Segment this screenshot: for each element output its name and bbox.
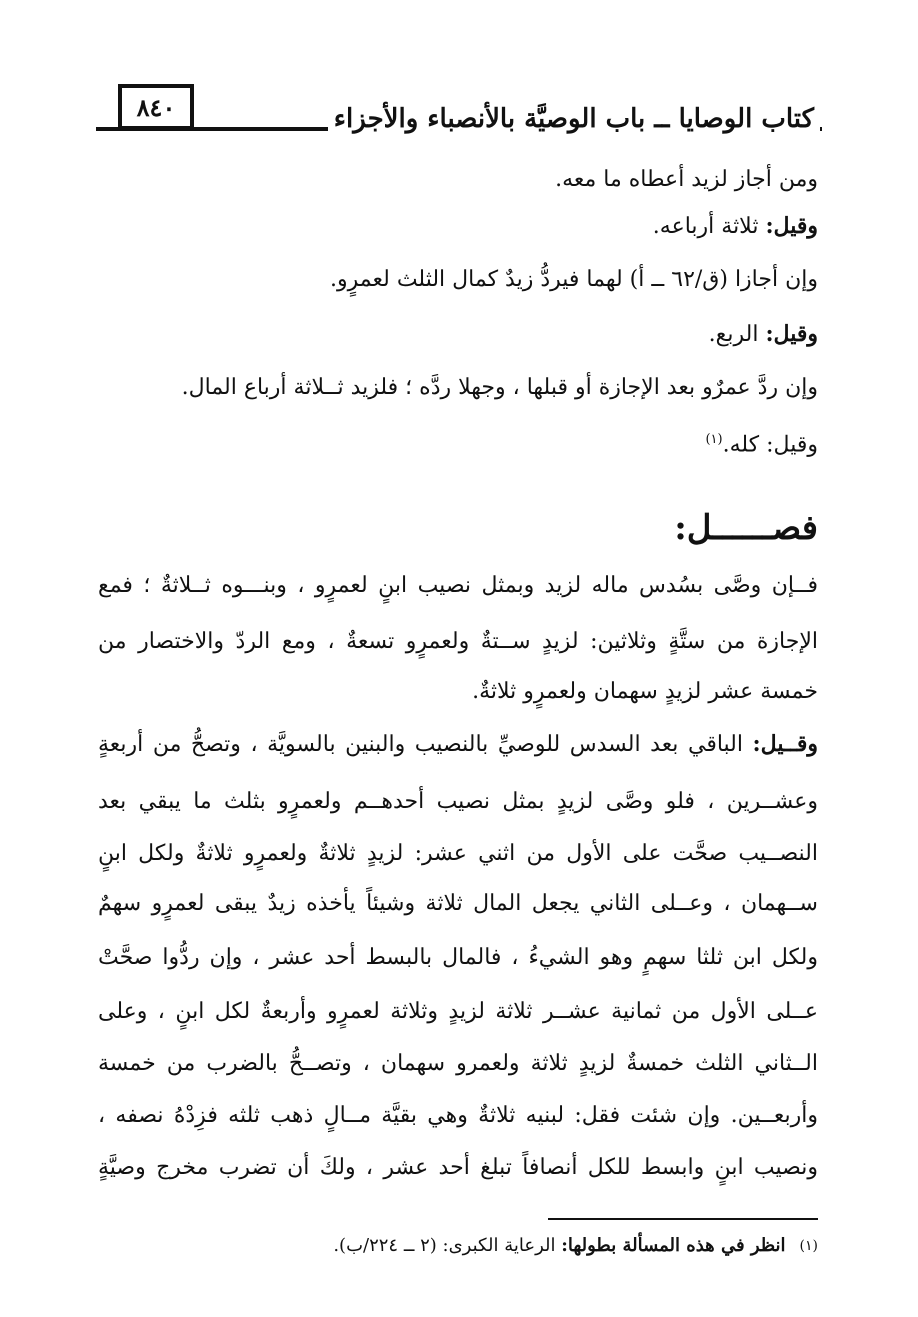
line-text: فــإن وصَّى بسُدس ماله لزيد وبمثل نصيب ابنٍ لعمرٍو ، وبنـــوه ثــلاثةٌ ؛ فمع (98, 573, 818, 598)
text-line-1 (555, 164, 818, 196)
line-text: ثلاثة أرباعه. (652, 214, 766, 239)
line-text: الــثاني الثلث خمسةٌ لزيدٍ ثلاثة ولعمرو سهمان ، وتصــحُّ بالضرب من خمسة (98, 1051, 818, 1076)
paragraph-line-5 (98, 786, 818, 818)
paragraph-line-8 (98, 942, 818, 974)
line-lead: وقيل: (765, 321, 818, 347)
section-heading: فصــــــل: (674, 508, 818, 548)
footnote-rule (548, 1218, 818, 1220)
paragraph-line-10 (98, 1048, 818, 1080)
footnote-text: الرعاية الكبرى: (٢ ــ ٢٢٤/ب). (333, 1235, 562, 1256)
line-text: وإن أجازا (ق/٦٢ ــ أ) لهما فيردُّ زيدٌ كمال الثلث لعمرٍو. (330, 267, 818, 292)
footnote-lead: انظر في هذه المسألة بطولها: (561, 1235, 786, 1256)
line-lead: وقــيل: (752, 731, 818, 757)
line-text: وقيل: كله. (722, 432, 818, 458)
line-text: ولكل ابن ثلثا سهمٍ وهو الشيءُ ، فالمال بالبسط أحد عشر ، وإن ردُّوا صحَّتْ (98, 945, 818, 970)
text-line-5 (182, 372, 818, 404)
paragraph-line-11 (98, 1100, 818, 1132)
page-number: ٨٤٠ (118, 84, 194, 130)
text-line-4 (709, 318, 818, 351)
line-text: وأربعــين. وإن شئت فقل: لبنيه ثلاثةٌ وهي بقيَّة مــالٍ ذهب ثلثه فزِدْهُ نصفه ، (98, 1103, 818, 1128)
line-text: وعشــرين ، فلو وصَّى لزيدٍ بمثل نصيب أحدهــم ولعمرٍو بثلث ما يبقي بعد (98, 789, 818, 814)
paragraph-line-3 (472, 676, 818, 708)
paragraph-line-9 (98, 996, 818, 1028)
paragraph-line-1 (98, 570, 818, 602)
footnote-marker: (١) (799, 1238, 818, 1254)
paragraph-line-6 (98, 838, 818, 870)
paragraph-line-4 (98, 728, 818, 761)
line-text: ونصيب ابنٍ وابسط للكل أنصافاً تبلغ أحد عشر ، ولكَ أن تضرب مخرج وصيَّةٍ (98, 1155, 818, 1180)
line-text: ســهمان ، وعــلى الثاني يجعل المال ثلاثة وشيئاً يأخذه زيدٌ يبقى لعمرٍو سهمٌ (98, 891, 818, 916)
paragraph-line-12 (98, 1152, 818, 1184)
text-line-3 (330, 264, 818, 296)
paragraph-line-2 (98, 626, 818, 658)
paragraph-line-7 (98, 888, 818, 920)
line-text: الباقي بعد السدس للوصيِّ بالنصيب والبنين بالسويَّة ، وتصحُّ من أربعةٍ (98, 732, 753, 757)
line-text: النصــيب صحَّت على الأول من اثني عشر: لزيدٍ ثلاثةٌ ولعمرٍو ثلاثةٌ ولكل ابنٍ (98, 841, 818, 866)
line-text: عــلى الأول من ثمانية عشــر ثلاثة لزيدٍ وثلاثة لعمرٍو وأربعةٌ لكل ابنٍ ، وعلى (98, 999, 818, 1024)
running-head: كتاب الوصايا ــ باب الوصيَّة بالأنصباء والأجزاء (328, 104, 820, 134)
line-lead: وقيل: (765, 213, 818, 239)
line-text: ومن أجاز لزيد أعطاه ما معه. (555, 167, 818, 192)
line-text: وإن ردَّ عمرٌو بعد الإجازة أو قبلها ، وجهلا ردَّه ؛ فلزيد ثــلاثة أرباع المال. (181, 375, 818, 400)
footnote (333, 1232, 818, 1260)
footnote-ref: (١) (705, 432, 723, 447)
text-line-6 (705, 424, 818, 461)
line-text: الربع. (708, 322, 766, 347)
line-text: الإجازة من ستَّةٍ وثلاثين: لزيدٍ ســتةٌ ولعمرٍو تسعةٌ ، ومع الردّ والاختصار من (98, 629, 818, 654)
text-line-2 (653, 210, 818, 243)
line-text: خمسة عشر لزيدٍ سهمان ولعمرٍو ثلاثةٌ. (472, 679, 818, 704)
